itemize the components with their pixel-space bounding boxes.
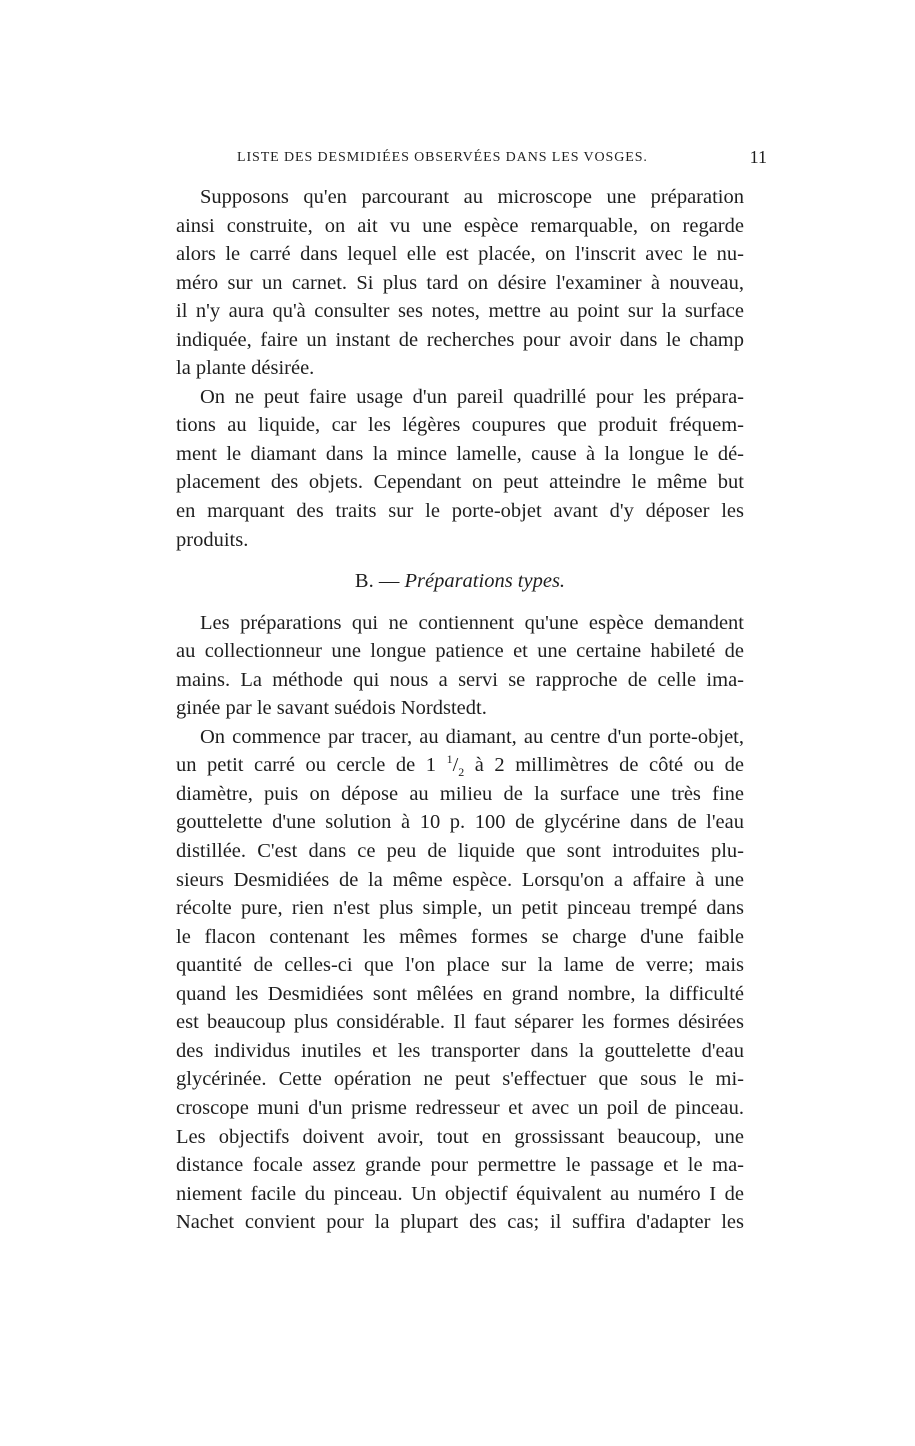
- text-line: récolte pure, rien n'est plus simple, un petit pinceau trempé dans: [176, 897, 744, 920]
- section-label: B. —: [354, 570, 400, 593]
- text-line: des individus inutiles et les transporter dans la gouttelette d'eau: [176, 1039, 744, 1062]
- text-fragment: un petit carré ou cercle de 1: [176, 754, 447, 777]
- text-line: Nachet convient pour la plupart des cas; il suffira d'adapter les: [176, 1211, 744, 1234]
- text-line: On commence par tracer, au diamant, au centre d'un porte-objet,: [200, 725, 744, 748]
- text-line: On ne peut faire usage d'un pareil quadrillé pour les prépara-: [200, 385, 744, 408]
- text-line: diamètre, puis on dépose au milieu de la surface une très fine: [176, 782, 744, 805]
- text-line: mains. La méthode qui nous a servi se rapproche de celle ima-: [176, 668, 744, 691]
- text-line: sieurs Desmidiées de la même espèce. Lorsqu'on a affaire à une: [176, 868, 744, 891]
- text-line: tions au liquide, car les légères coupures que produit fréquem-: [176, 414, 744, 437]
- running-title: LISTE DES DESMIDIÉES OBSERVÉES DANS LES VOSGES.: [237, 150, 648, 165]
- paragraph-2: [176, 383, 744, 554]
- text-line: au collectionneur une longue patience et une certaine habileté de: [176, 640, 744, 663]
- text-line: placement des objets. Cependant on peut atteindre le même but: [176, 471, 744, 494]
- text-line: Les objectifs doivent avoir, tout en grossissant beaucoup, une: [176, 1125, 744, 1148]
- fraction-denominator: 2: [458, 765, 465, 780]
- paragraph-4: [176, 723, 744, 1237]
- text-line: quantité de celles-ci que l'on place sur la lame de verre; mais: [176, 954, 744, 977]
- text-line: Supposons qu'en parcourant au microscope une préparation: [200, 186, 744, 208]
- text-line: ainsi construite, on ait vu une espèce remarquable, on regarde: [176, 214, 744, 237]
- section-title: Préparations types.: [404, 570, 566, 593]
- text-line: quand les Desmidiées sont mêlées en grand nombre, la difficulté: [176, 982, 744, 1005]
- text-line: gouttelette d'une solution à 10 p. 100 de glycérine dans de l'eau: [176, 811, 744, 834]
- text-line: il n'y aura qu'à consulter ses notes, mettre au point sur la surface: [176, 300, 744, 323]
- running-header: [237, 147, 767, 167]
- text-line: glycérinée. Cette opération ne peut s'effectuer que sous le mi-: [176, 1068, 744, 1091]
- text-line: indiquée, faire un instant de recherches pour avoir dans le champ: [176, 328, 744, 351]
- text-line: Les préparations qui ne contiennent qu'une espèce demandent: [200, 611, 744, 634]
- paragraph-3: [176, 609, 744, 723]
- text-line: distance focale assez grande pour permettre le passage et le ma-: [176, 1154, 744, 1177]
- text-line: le flacon contenant les mêmes formes se charge d'une faible: [176, 925, 744, 948]
- text-line: ginée par le savant suédois Nordstedt.: [176, 697, 487, 720]
- page-number: 11: [749, 147, 767, 167]
- section-heading: [176, 567, 744, 596]
- text-line: distillée. C'est dans ce peu de liquide que sont introduites plu-: [176, 840, 744, 863]
- text-fragment: à 2 millimètres de côté ou de: [464, 754, 745, 777]
- text-line-with-fraction: un petit carré ou cercle de 1 $^1/_2$ à 2 millimètres de côté ou de: [176, 752, 745, 780]
- text-line: alors le carré dans lequel elle est placée, on l'inscrit avec le nu-: [176, 243, 744, 266]
- text-line: ment le diamant dans la mince lamelle, cause à la longue le dé-: [176, 442, 744, 465]
- fraction-numerator: 1: [446, 752, 453, 767]
- text-line: en marquant des traits sur le porte-objet avant d'y déposer les: [176, 500, 744, 523]
- text-line: méro sur un carnet. Si plus tard on désire l'examiner à nouveau,: [176, 271, 744, 294]
- text-line: croscope muni d'un prisme redresseur et avec un poil de pinceau.: [176, 1096, 744, 1119]
- text-line: la plante désirée.: [176, 357, 315, 380]
- body-text: [176, 183, 744, 1237]
- paragraph-1: [176, 183, 744, 383]
- text-line: niement facile du pinceau. Un objectif équivalent au numéro I de: [176, 1182, 744, 1205]
- text-line: est beaucoup plus considérable. Il faut séparer les formes désirées: [176, 1011, 744, 1034]
- text-line: produits.: [176, 528, 249, 551]
